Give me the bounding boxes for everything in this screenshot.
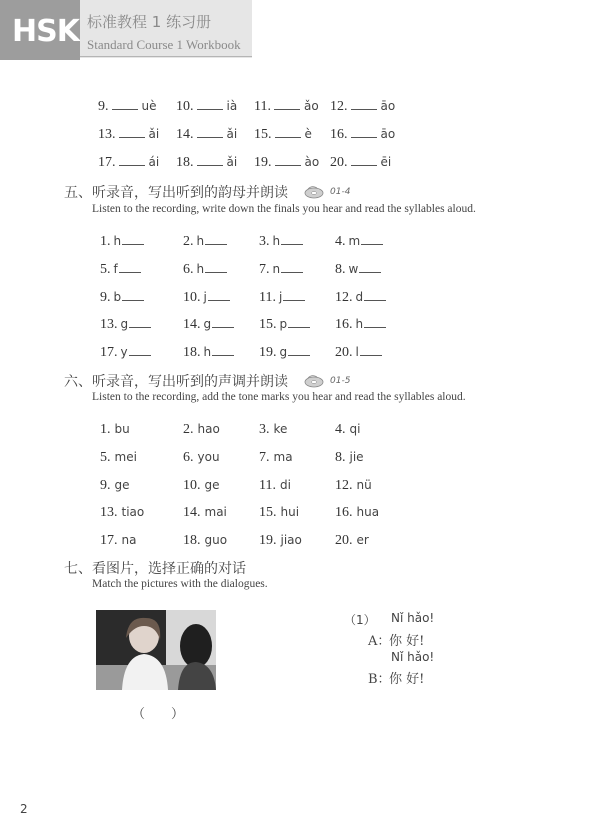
- exercise-item: [335, 418, 360, 438]
- exercise-item: [259, 529, 302, 549]
- item-number: 5.: [100, 450, 111, 465]
- answer-blank[interactable]: [275, 153, 301, 166]
- exercise-item: [335, 446, 364, 466]
- item-number: 18.: [183, 345, 201, 360]
- exercise-item: [183, 286, 230, 306]
- exercise-item: [98, 151, 159, 171]
- exercise-item: [100, 446, 137, 466]
- item-number: 7.: [259, 262, 270, 277]
- section6-subtitle: Listen to the recording, add the tone marks you hear and read the syllables aloud.: [92, 391, 466, 403]
- answer-blank[interactable]: [129, 343, 151, 356]
- initial-text: g: [279, 345, 288, 359]
- item-number: 17.: [100, 345, 118, 360]
- item-number: 19.: [259, 345, 277, 360]
- item-number: 9.: [98, 99, 109, 114]
- item-number: 18.: [176, 155, 194, 170]
- initial-text: h: [203, 345, 212, 359]
- dialogue-photo: [96, 610, 216, 690]
- answer-blank[interactable]: [361, 232, 383, 245]
- item-number: 12.: [335, 290, 353, 305]
- exercise-item: [259, 446, 293, 466]
- item-number: 15.: [259, 317, 277, 332]
- initial-text: h: [113, 234, 122, 248]
- exercise-item: [335, 230, 383, 250]
- final-text: ǎi: [226, 127, 238, 141]
- answer-blank[interactable]: [288, 343, 310, 356]
- final-text: uè: [141, 99, 157, 113]
- final-text: ǎi: [226, 155, 238, 169]
- item-number: 11.: [259, 290, 276, 305]
- final-text: ià: [226, 99, 238, 113]
- syllable-text: jiao: [280, 533, 302, 547]
- dialogue-pinyin-2: Nǐ hǎo!: [391, 650, 435, 664]
- item-number: 16.: [330, 127, 348, 142]
- exercise-item: [183, 230, 227, 250]
- audio-cd-icon: [304, 185, 324, 199]
- answer-blank[interactable]: [197, 97, 223, 110]
- item-number: 9.: [100, 478, 111, 493]
- item-number: 3.: [259, 422, 270, 437]
- initial-text: h: [272, 234, 281, 248]
- answer-blank[interactable]: [364, 315, 386, 328]
- item-number: 15.: [254, 127, 272, 142]
- item-number: 19.: [259, 533, 277, 548]
- syllable-text: ke: [273, 422, 288, 436]
- item-number: 11.: [254, 99, 271, 114]
- initial-text: j: [203, 290, 207, 304]
- exercise-item: [176, 151, 237, 171]
- answer-blank[interactable]: [119, 125, 145, 138]
- item-number: 13.: [100, 317, 118, 332]
- exercise-item: [259, 286, 305, 306]
- answer-blank[interactable]: [205, 232, 227, 245]
- exercise-item: [100, 313, 151, 333]
- exercise-item: [100, 230, 144, 250]
- hsk-logo-box: [0, 0, 80, 60]
- answer-blank[interactable]: [129, 315, 151, 328]
- syllable-text: you: [197, 450, 220, 464]
- syllable-text: tiao: [121, 505, 145, 519]
- exercise-item: [100, 418, 130, 438]
- audio-cd-icon: [304, 374, 324, 388]
- answer-blank[interactable]: [122, 232, 144, 245]
- answer-blank[interactable]: [119, 260, 141, 273]
- final-text: ái: [148, 155, 160, 169]
- item-number: 20.: [335, 533, 353, 548]
- answer-blank[interactable]: [281, 232, 303, 245]
- item-number: 16.: [335, 317, 353, 332]
- item-number: 7.: [259, 450, 270, 465]
- exercise-item: [335, 258, 381, 278]
- item-number: 10.: [183, 478, 201, 493]
- initial-text: d: [355, 290, 364, 304]
- syllable-text: jie: [349, 450, 364, 464]
- initial-text: g: [203, 317, 212, 331]
- exercise-item: [100, 474, 130, 494]
- initial-text: n: [272, 262, 281, 276]
- item-number: 14.: [176, 127, 194, 142]
- final-text: āo: [380, 99, 396, 113]
- exercise-item: [259, 501, 299, 521]
- initial-text: p: [279, 317, 288, 331]
- answer-blank[interactable]: [274, 97, 300, 110]
- item-number: 8.: [335, 262, 346, 277]
- item-number: 14.: [183, 317, 201, 332]
- answer-parentheses[interactable]: （ ）: [132, 707, 185, 722]
- exercise-item: [100, 341, 151, 361]
- final-text: āo: [380, 127, 396, 141]
- dialogue-pinyin-1: Nǐ hǎo!: [391, 611, 435, 625]
- exercise-item: [259, 258, 303, 278]
- dialogue-number: （1）: [344, 613, 376, 627]
- exercise-item: [335, 341, 382, 361]
- exercise-item: [100, 286, 144, 306]
- page-header: [0, 0, 600, 60]
- answer-blank[interactable]: [119, 153, 145, 166]
- exercise-item: [100, 258, 141, 278]
- answer-blank[interactable]: [281, 260, 303, 273]
- item-number: 11.: [259, 478, 276, 493]
- item-number: 15.: [259, 505, 277, 520]
- answer-blank[interactable]: [351, 153, 377, 166]
- header-rule: [80, 56, 252, 57]
- exercise-item: [176, 123, 237, 143]
- final-text: è: [304, 127, 312, 141]
- answer-blank[interactable]: [212, 315, 234, 328]
- exercise-item: [176, 95, 237, 115]
- syllable-text: mai: [204, 505, 227, 519]
- exercise-item: [254, 151, 319, 171]
- answer-blank[interactable]: [359, 260, 381, 273]
- exercise-item: [335, 501, 379, 521]
- item-number: 1.: [100, 422, 111, 437]
- item-number: 9.: [100, 290, 111, 305]
- section5-track: 01-4: [330, 187, 351, 197]
- syllable-text: ge: [204, 478, 220, 492]
- item-number: 1.: [100, 234, 111, 249]
- syllable-text: mei: [114, 450, 137, 464]
- syllable-text: hui: [280, 505, 300, 519]
- exercise-item: [335, 529, 369, 549]
- answer-blank[interactable]: [122, 288, 144, 301]
- exercise-item: [98, 95, 157, 115]
- initial-text: g: [120, 317, 129, 331]
- item-number: 16.: [335, 505, 353, 520]
- item-number: 17.: [98, 155, 116, 170]
- exercise-item: [183, 341, 234, 361]
- syllable-text: bu: [114, 422, 130, 436]
- initial-text: f: [113, 262, 118, 276]
- initial-text: b: [113, 290, 122, 304]
- dialogue-speaker-a: A：: [368, 634, 391, 649]
- initial-text: m: [348, 234, 361, 248]
- item-number: 6.: [183, 262, 194, 277]
- item-number: 6.: [183, 450, 194, 465]
- answer-blank[interactable]: [360, 343, 382, 356]
- exercise-item: [100, 501, 144, 521]
- syllable-text: ma: [273, 450, 293, 464]
- initial-text: j: [278, 290, 283, 304]
- exercise-item: [259, 313, 310, 333]
- syllable-text: guo: [204, 533, 228, 547]
- item-number: 12.: [330, 99, 348, 114]
- item-number: 18.: [183, 533, 201, 548]
- answer-blank[interactable]: [212, 343, 234, 356]
- dialogue-line-b: 你 好!: [389, 672, 425, 687]
- section5-subtitle: Listen to the recording, write down the finals you hear and read the syllables aloud.: [92, 203, 476, 215]
- exercise-item: [98, 123, 159, 143]
- item-number: 2.: [183, 234, 194, 249]
- exercise-item: [100, 529, 136, 549]
- dialogue-line-a: 你 好!: [389, 634, 425, 649]
- item-number: 4.: [335, 234, 346, 249]
- exercise-item: [183, 258, 227, 278]
- item-number: 10.: [176, 99, 194, 114]
- exercise-item: [259, 474, 291, 494]
- exercise-item: [330, 95, 395, 115]
- section7-subtitle: Match the pictures with the dialogues.: [92, 578, 268, 590]
- initial-text: h: [355, 317, 364, 331]
- item-number: 4.: [335, 422, 346, 437]
- item-number: 13.: [98, 127, 116, 142]
- book-title-cn: 标准教程 1 练习册: [87, 13, 212, 31]
- answer-blank[interactable]: [351, 97, 377, 110]
- answer-blank[interactable]: [205, 260, 227, 273]
- final-text: ǎi: [148, 127, 160, 141]
- exercise-item: [183, 501, 227, 521]
- item-number: 13.: [100, 505, 118, 520]
- exercise-item: [330, 123, 395, 143]
- exercise-item: [183, 529, 227, 549]
- item-number: 3.: [259, 234, 270, 249]
- final-text: ào: [304, 155, 320, 169]
- item-number: 12.: [335, 478, 353, 493]
- exercise-item: [183, 313, 234, 333]
- final-text: ǎo: [303, 99, 319, 113]
- exercise-item: [259, 230, 303, 250]
- answer-blank[interactable]: [288, 315, 310, 328]
- section7-title: 七、看图片，选择正确的对话: [64, 561, 246, 577]
- exercise-item: [183, 446, 220, 466]
- answer-blank[interactable]: [208, 288, 230, 301]
- answer-blank[interactable]: [283, 288, 305, 301]
- page-number: 2: [20, 802, 28, 816]
- syllable-text: nü: [356, 478, 372, 492]
- answer-blank[interactable]: [275, 125, 301, 138]
- item-number: 5.: [100, 262, 111, 277]
- syllable-text: di: [279, 478, 291, 492]
- initial-text: l: [355, 345, 359, 359]
- syllable-text: na: [121, 533, 137, 547]
- section6-track: 01-5: [330, 376, 351, 386]
- syllable-text: ge: [114, 478, 130, 492]
- item-number: 19.: [254, 155, 272, 170]
- item-number: 20.: [335, 345, 353, 360]
- book-title-en: Standard Course 1 Workbook: [87, 37, 241, 52]
- exercise-item: [330, 151, 391, 171]
- answer-blank[interactable]: [197, 153, 223, 166]
- item-number: 14.: [183, 505, 201, 520]
- hsk-logo: HSK: [12, 14, 79, 49]
- section5-title: 五、听录音，写出听到的韵母并朗读: [64, 185, 288, 201]
- exercise-item: [335, 286, 386, 306]
- item-number: 8.: [335, 450, 346, 465]
- exercise-item: [335, 313, 386, 333]
- dialogue-speaker-b: B：: [368, 672, 391, 687]
- syllable-text: hua: [356, 505, 380, 519]
- exercise-item: [183, 474, 220, 494]
- syllable-text: hao: [197, 422, 220, 436]
- item-number: 2.: [183, 422, 194, 437]
- exercise-item: [254, 123, 312, 143]
- item-number: 10.: [183, 290, 201, 305]
- initial-text: h: [196, 262, 205, 276]
- final-text: ēi: [380, 155, 392, 169]
- exercise-item: [335, 474, 372, 494]
- exercise-item: [183, 418, 220, 438]
- exercise-item: [259, 418, 287, 438]
- answer-blank[interactable]: [364, 288, 386, 301]
- initial-text: y: [120, 345, 128, 359]
- item-number: 20.: [330, 155, 348, 170]
- answer-blank[interactable]: [351, 125, 377, 138]
- initial-text: w: [348, 262, 359, 276]
- section6-title: 六、听录音，写出听到的声调并朗读: [64, 374, 288, 390]
- exercise-item: [259, 341, 310, 361]
- syllable-text: er: [356, 533, 369, 547]
- answer-blank[interactable]: [112, 97, 138, 110]
- initial-text: h: [196, 234, 205, 248]
- exercise-item: [254, 95, 319, 115]
- answer-blank[interactable]: [197, 125, 223, 138]
- item-number: 17.: [100, 533, 118, 548]
- syllable-text: qi: [349, 422, 361, 436]
